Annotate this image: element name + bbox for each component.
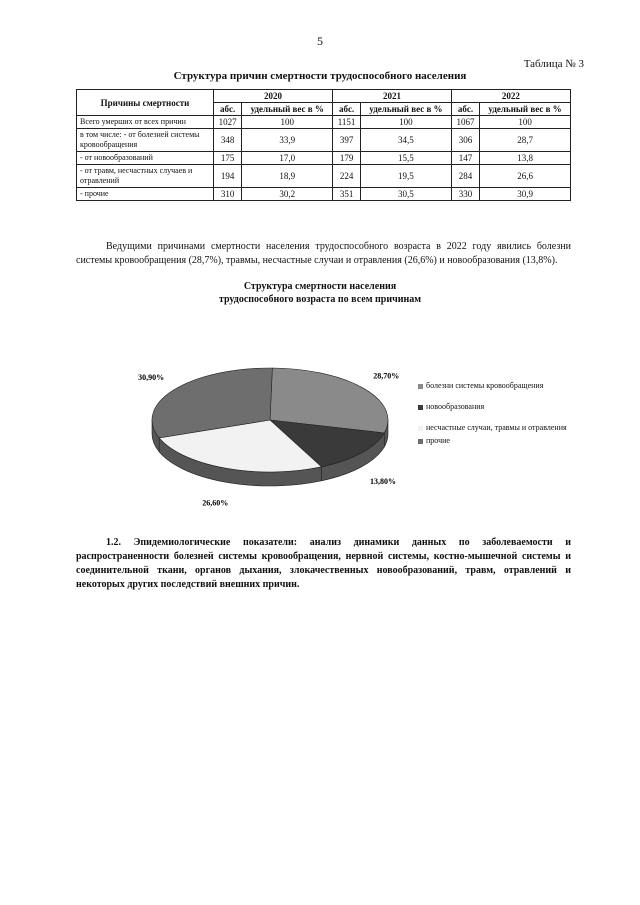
cell: 194: [214, 165, 242, 188]
row-label: - от новообразований: [77, 152, 214, 165]
cell: 28,7: [480, 129, 571, 152]
legend: [418, 380, 568, 446]
cell: 13,8: [480, 152, 571, 165]
pie-slice-label: 26,60%: [202, 498, 229, 508]
table-header-row: [77, 90, 571, 103]
cell: 310: [214, 188, 242, 201]
cell: 179: [333, 152, 361, 165]
cell: 1151: [333, 116, 361, 129]
cell: 100: [480, 116, 571, 129]
cell: 26,6: [480, 165, 571, 188]
subheader-share: удельный вес в %: [242, 103, 333, 116]
legend-item: [418, 435, 568, 446]
cell: 147: [451, 152, 479, 165]
cell: 1067: [451, 116, 479, 129]
paragraph-epidemiology: 1.2. Эпидемиологические показатели: анализ динамики данных по заболеваемости и распространенности болезней системы кровообращения, нервной системы, костно-мышечной системы и соединительной ткани, органов дыхания, злокачественных новообразований, травм, отравлений и некоторых других последствий внешних причин.: [76, 537, 571, 590]
subheader-share: удельный вес в %: [361, 103, 452, 116]
subheader-abs: абс.: [451, 103, 479, 116]
page-number: 5: [317, 34, 323, 48]
cell: 17,0: [242, 152, 333, 165]
table-row: [77, 165, 571, 188]
cell: 34,5: [361, 129, 452, 152]
header-year-2021: 2021: [333, 90, 452, 103]
table-row: [77, 152, 571, 165]
legend-label: новообразования: [426, 402, 485, 411]
table-row: [77, 116, 571, 129]
table-row: [77, 129, 571, 152]
legend-swatch: [418, 439, 423, 444]
subheader-share: удельный вес в %: [480, 103, 571, 116]
table-title: Структура причин смертности трудоспособного населения: [173, 70, 467, 82]
legend-swatch: [418, 384, 423, 389]
row-label: - прочие: [77, 188, 214, 201]
legend-swatch: [418, 426, 423, 431]
header-year-2020: 2020: [214, 90, 333, 103]
header-year-2022: 2022: [451, 90, 570, 103]
pie-slice-label: 13,80%: [369, 476, 396, 486]
subheader-abs: абс.: [333, 103, 361, 116]
cell: 397: [333, 129, 361, 152]
legend-label: прочие: [426, 436, 450, 445]
cell: 100: [361, 116, 452, 129]
cell: 30,9: [480, 188, 571, 201]
paragraph-leading-causes: Ведущими причинами смертности населения трудоспособного возраста в 2022 году явились болезни системы кровообращения (28,7%), травмы, несчастные случаи и отравления (26,6%) и новообразования (13,8%).: [76, 241, 571, 266]
cell: 33,9: [242, 129, 333, 152]
cell: 15,5: [361, 152, 452, 165]
row-label: - от травм, несчастных случаев и отравлений: [77, 165, 214, 188]
pie-slice-label: 30,90%: [138, 373, 165, 383]
legend-item: [418, 422, 568, 433]
cell: 18,9: [242, 165, 333, 188]
legend-label: несчастные случаи, травмы и отравления: [426, 423, 567, 432]
chart-title-line1: Структура смертности населения: [243, 281, 397, 292]
legend-label: болезни системы кровообращения: [426, 381, 544, 390]
legend-swatch: [418, 405, 423, 410]
cell: 100: [242, 116, 333, 129]
row-label: Всего умерших от всех причин: [77, 116, 214, 129]
table-number: Таблица № 3: [523, 58, 584, 70]
cell: 1027: [214, 116, 242, 129]
cell: 30,5: [361, 188, 452, 201]
cell: 351: [333, 188, 361, 201]
legend-item: [418, 401, 568, 412]
cell: 175: [214, 152, 242, 165]
header-cause: Причины смертности: [77, 90, 214, 116]
row-label: в том числе: - от болезней системы кровообращения: [77, 129, 214, 152]
cell: 330: [451, 188, 479, 201]
legend-item: [418, 380, 568, 391]
cell: 284: [451, 165, 479, 188]
mortality-table: [76, 89, 571, 201]
cell: 306: [451, 129, 479, 152]
chart-title-line2: трудоспособного возраста по всем причинам: [218, 294, 422, 305]
cell: 30,2: [242, 188, 333, 201]
chart-title: [0, 280, 640, 306]
cell: 224: [333, 165, 361, 188]
cell: 19,5: [361, 165, 452, 188]
table-row: [77, 188, 571, 201]
cell: 348: [214, 129, 242, 152]
pie-slice-label: 28,70%: [373, 371, 400, 381]
subheader-abs: абс.: [214, 103, 242, 116]
